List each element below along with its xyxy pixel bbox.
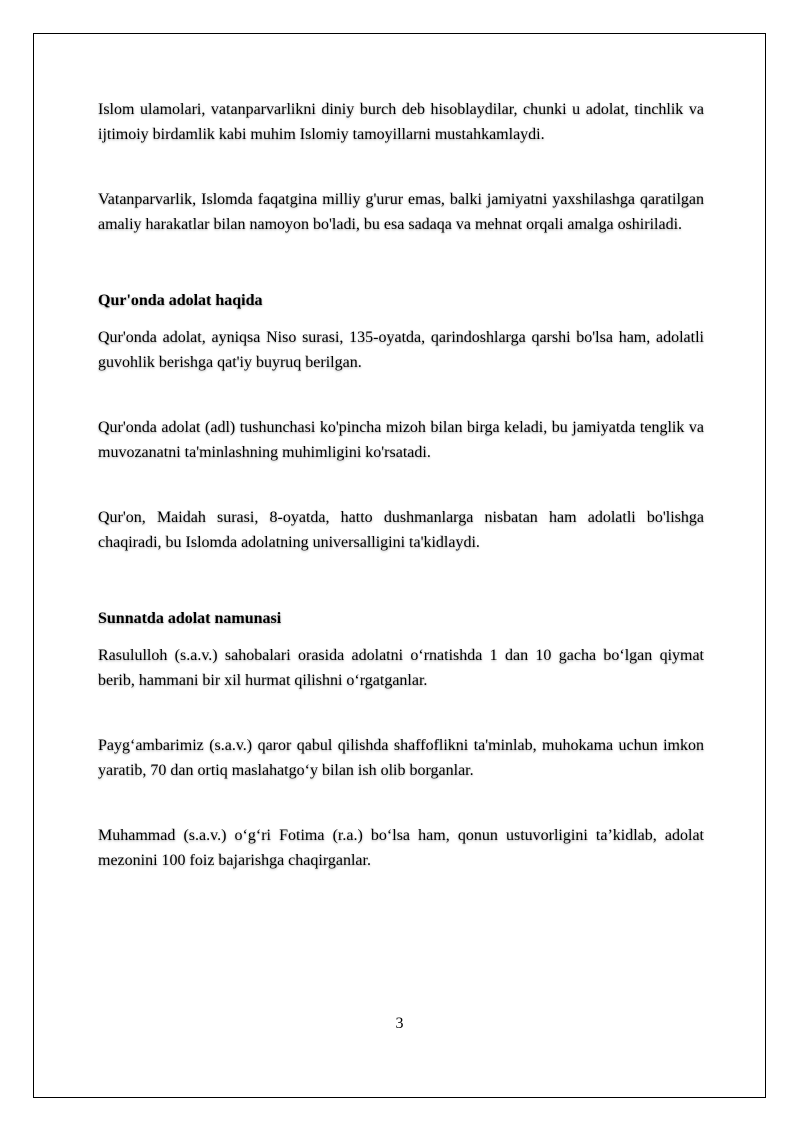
paragraph: Rasululloh (s.a.v.) sahobalari orasida adolatni o‘rnatishda 1 dan 10 gacha bo‘lgan qiymat berib, hammani bir xil hurmat qilishni o‘rgatganlar. <box>98 647 704 689</box>
page-content <box>98 97 704 873</box>
paragraph: Muhammad (s.a.v.) o‘g‘ri Fotima (r.a.) bo‘lsa ham, qonun ustuvorligini ta’kidlab, adolat mezonini 100 foiz bajarishga chaqirganlar. <box>98 827 704 869</box>
section-heading: Qur'onda adolat haqida <box>98 292 263 309</box>
paragraph: Qur'on, Maidah surasi, 8-oyatda, hatto dushmanlarga nisbatan ham adolatli bo'lishga chaqiradi, bu Islomda adolatning universalligini ta'kidlaydi. <box>98 509 704 551</box>
page-number: 3 <box>395 1015 404 1032</box>
paragraph: Islom ulamolari, vatanparvarlikni diniy burch deb hisoblaydilar, chunki u adolat, tinchlik va ijtimoiy birdamlik kabi muhim Islomiy tamoyillarni mustahkamlaydi. <box>98 101 704 143</box>
document-page <box>33 33 766 1098</box>
paragraph: Payg‘ambarimiz (s.a.v.) qaror qabul qilishda shaffoflikni ta'minlab, muhokama uchun imkon yaratib, 70 dan ortiq maslahatgo‘y bilan ish olib borganlar. <box>98 737 704 779</box>
paragraph: Vatanparvarlik, Islomda faqatgina milliy g'urur emas, balki jamiyatni yaxshilashga qaratilgan amaliy harakatlar bilan namoyon bo'ladi, bu esa sadaqa va mehnat orqali amalga oshiriladi. <box>98 191 704 233</box>
paragraph: Qur'onda adolat, ayniqsa Niso surasi, 135-oyatda, qarindoshlarga qarshi bo'lsa ham, adolatli guvohlik berishga qat'iy buyruq berilgan. <box>98 329 704 371</box>
paragraph: Qur'onda adolat (adl) tushunchasi ko'pincha mizoh bilan birga keladi, bu jamiyatda tenglik va muvozanatni ta'minlashning muhimligini ko'rsatadi. <box>98 419 704 461</box>
section-heading: Sunnatda adolat namunasi <box>98 610 282 627</box>
